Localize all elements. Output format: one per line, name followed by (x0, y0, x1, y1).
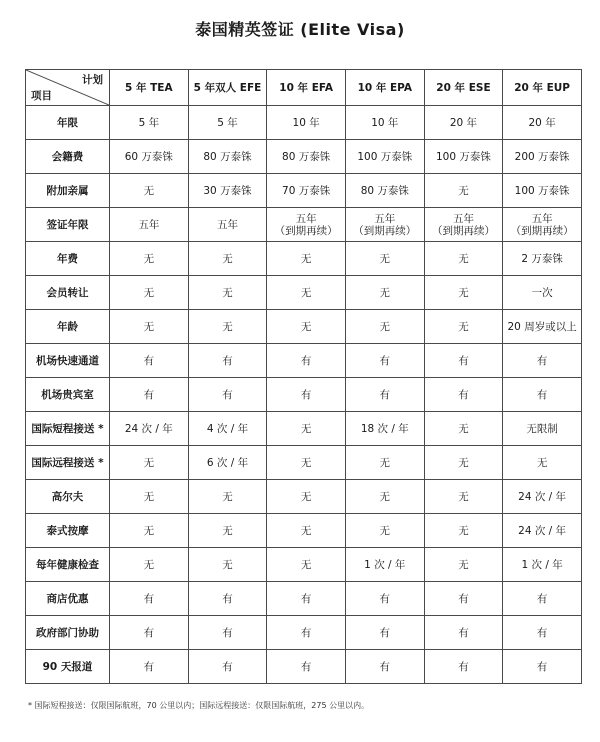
cell-text: 五年 (374, 212, 396, 225)
cell-text: 20 年 (528, 116, 556, 129)
cell-text: 无 (458, 456, 469, 469)
table-cell (424, 650, 503, 684)
table-cell (503, 650, 582, 684)
cell-text: 有 (458, 660, 469, 673)
cell-text: 无 (300, 524, 312, 537)
table-cell (345, 378, 424, 412)
cell-text: 五年 (452, 212, 474, 225)
row-label: 高尔夫 (26, 480, 110, 514)
table-cell (110, 582, 189, 616)
table-row (26, 208, 582, 242)
table-cell (110, 106, 189, 140)
table-cell (503, 344, 582, 378)
row-label: 90 天报道 (26, 650, 110, 684)
cell-text: 有 (379, 660, 391, 673)
cell-text: 有 (458, 592, 469, 605)
cell-text: 无 (143, 490, 155, 503)
table-row (26, 174, 582, 208)
cell-text: 24 次 / 年 (518, 490, 567, 503)
table-cell (267, 242, 346, 276)
table-cell (345, 106, 424, 140)
cell-text: 一次 (531, 286, 553, 299)
cell-text: 有 (222, 388, 233, 401)
table-row (26, 140, 582, 174)
cell-text: 五年 (138, 218, 160, 231)
table-row (26, 344, 582, 378)
cell-text: 10 年 (292, 116, 320, 129)
table-cell (503, 106, 582, 140)
cell-text: 无 (143, 286, 155, 299)
table-cell (503, 378, 582, 412)
table-cell (267, 208, 346, 242)
table-row (26, 650, 582, 684)
row-label: 年龄 (26, 310, 110, 344)
footnote: * 国际短程接送：仅限国际航班，70 公里以内；国际远程接送：仅限国际航班，275 公里以内。 (28, 701, 370, 710)
table-cell (345, 548, 424, 582)
table-cell (424, 106, 503, 140)
cell-text: 5 年 (217, 116, 238, 129)
table-row (26, 106, 582, 140)
table-cell (267, 480, 346, 514)
table-cell (345, 616, 424, 650)
table-cell (345, 514, 424, 548)
cell-text: 无 (458, 558, 469, 571)
cell-text: 有 (222, 354, 233, 367)
table-cell (267, 616, 346, 650)
table-cell (424, 140, 503, 174)
table-row (26, 548, 582, 582)
cell-text: 无 (300, 286, 312, 299)
row-label: 签证年限 (26, 208, 110, 242)
table-cell (110, 446, 189, 480)
row-label: 会员转让 (26, 276, 110, 310)
cell-text: 80 万泰铢 (360, 184, 409, 197)
cell-text: 无 (458, 184, 469, 197)
table-cell (188, 310, 267, 344)
table-cell (110, 548, 189, 582)
table-cell (110, 616, 189, 650)
table-row (26, 412, 582, 446)
cell-text: 五年 (295, 212, 317, 225)
cell-text: 无 (458, 286, 469, 299)
table-cell (345, 174, 424, 208)
plan-header-1: 5 年双人 EFE (188, 70, 267, 106)
table-row (26, 446, 582, 480)
table-cell (267, 310, 346, 344)
table-row (26, 242, 582, 276)
row-label: 泰式按摩 (26, 514, 110, 548)
cell-text: 100 万泰铢 (514, 184, 570, 197)
table-cell (267, 140, 346, 174)
table-cell (503, 140, 582, 174)
table-cell (424, 582, 503, 616)
cell-text: 30 万泰铢 (203, 184, 252, 197)
table-cell (267, 650, 346, 684)
table-cell (267, 514, 346, 548)
cell-text: 70 万泰铢 (282, 184, 331, 197)
row-label: 年费 (26, 242, 110, 276)
cell-text: 60 万泰铢 (124, 150, 173, 163)
table-cell (267, 378, 346, 412)
cell-text: 有 (379, 626, 391, 639)
cell-text: 有 (300, 388, 312, 401)
cell-text: 无 (143, 456, 155, 469)
table-cell (503, 412, 582, 446)
table-cell (503, 514, 582, 548)
cell-text: 无 (379, 286, 391, 299)
cell-text: 有 (300, 354, 312, 367)
table-cell (110, 140, 189, 174)
table-cell (188, 650, 267, 684)
table-cell (188, 344, 267, 378)
table-cell (503, 208, 582, 242)
cell-text: 100 万泰铢 (357, 150, 413, 163)
table-cell (503, 242, 582, 276)
table-cell (188, 140, 267, 174)
corner-item-label: 项目 (31, 90, 52, 102)
table-cell (188, 242, 267, 276)
table-row (26, 582, 582, 616)
cell-text: 无 (143, 184, 155, 197)
row-label: 机场快速通道 (26, 344, 110, 378)
table-cell (503, 582, 582, 616)
cell-text: 无 (222, 252, 233, 265)
table-cell (188, 480, 267, 514)
table-cell (110, 242, 189, 276)
cell-text: 4 次 / 年 (206, 422, 249, 435)
cell-text: 无 (143, 252, 155, 265)
cell-text: 无限制 (526, 422, 558, 435)
table-cell (424, 276, 503, 310)
table-cell (424, 548, 503, 582)
table-cell (188, 616, 267, 650)
table-cell (110, 310, 189, 344)
cell-text: 有 (143, 660, 155, 673)
table-cell (345, 310, 424, 344)
plan-header-2: 10 年 EFA (267, 70, 346, 106)
table-cell (424, 344, 503, 378)
cell-text: 有 (300, 626, 312, 639)
table-row (26, 276, 582, 310)
plan-header-3: 10 年 EPA (345, 70, 424, 106)
cell-text: 无 (222, 320, 233, 333)
table-cell (267, 174, 346, 208)
table-row (26, 514, 582, 548)
cell-text: 有 (222, 626, 233, 639)
cell-text: 5 年 (138, 116, 160, 129)
table-cell (267, 106, 346, 140)
cell-text: 有 (300, 660, 312, 673)
table-cell (424, 412, 503, 446)
cell-text: 有 (143, 354, 155, 367)
cell-text: 24 次 / 年 (518, 524, 567, 537)
cell-text: （到期再续） (431, 224, 495, 237)
table-cell (110, 174, 189, 208)
corner-plan-label: 计划 (82, 74, 103, 86)
cell-text: 有 (536, 388, 548, 401)
table-cell (267, 412, 346, 446)
cell-text: 1 次 / 年 (364, 558, 406, 571)
cell-text: 100 万泰铢 (436, 150, 491, 163)
cell-text: 有 (222, 660, 233, 673)
cell-text: 无 (458, 490, 469, 503)
table-cell (110, 514, 189, 548)
cell-text: 24 次 / 年 (124, 422, 173, 435)
cell-text: 1 次 / 年 (521, 558, 563, 571)
row-label: 政府部门协助 (26, 616, 110, 650)
table-header-row (26, 70, 582, 106)
table-cell (503, 276, 582, 310)
cell-text: 无 (300, 558, 312, 571)
cell-text: 有 (458, 388, 469, 401)
cell-text: 无 (379, 490, 391, 503)
cell-text: 无 (379, 320, 391, 333)
table-cell (424, 514, 503, 548)
cell-text: 无 (458, 320, 469, 333)
visa-comparison-table (25, 69, 582, 684)
cell-text: 无 (379, 524, 391, 537)
table-cell (424, 310, 503, 344)
cell-text: （到期再续） (274, 224, 338, 237)
cell-text: 无 (379, 456, 391, 469)
cell-text: 无 (300, 490, 312, 503)
table-row (26, 616, 582, 650)
table-cell (503, 548, 582, 582)
table-cell (188, 276, 267, 310)
table-cell (424, 446, 503, 480)
cell-text: 有 (379, 592, 391, 605)
cell-text: 无 (300, 422, 312, 435)
table-cell (188, 582, 267, 616)
table-cell (424, 174, 503, 208)
cell-text: （到期再续） (510, 224, 574, 237)
row-label: 商店优惠 (26, 582, 110, 616)
table-cell (110, 650, 189, 684)
cell-text: 有 (458, 354, 469, 367)
table-cell (424, 616, 503, 650)
cell-text: 无 (300, 320, 312, 333)
cell-text: 200 万泰铢 (514, 150, 570, 163)
table-cell (345, 242, 424, 276)
table-cell (424, 378, 503, 412)
table-cell (345, 276, 424, 310)
cell-text: 有 (222, 592, 233, 605)
plan-header-4: 20 年 ESE (424, 70, 503, 106)
table-cell (188, 446, 267, 480)
row-label: 附加亲属 (26, 174, 110, 208)
table-cell (345, 650, 424, 684)
cell-text: 80 万泰铢 (282, 150, 331, 163)
table-row (26, 480, 582, 514)
cell-text: 有 (143, 592, 155, 605)
table-cell (345, 208, 424, 242)
row-label: 机场贵宾室 (26, 378, 110, 412)
cell-text: 有 (536, 592, 548, 605)
cell-text: 五年 (531, 212, 553, 225)
table-cell (110, 412, 189, 446)
table-cell (188, 208, 267, 242)
table-cell (424, 208, 503, 242)
cell-text: 无 (222, 490, 233, 503)
table-cell (110, 276, 189, 310)
table-cell (267, 276, 346, 310)
cell-text: 无 (143, 558, 155, 571)
cell-text: 80 万泰铢 (203, 150, 252, 163)
cell-text: 有 (143, 626, 155, 639)
table-cell (110, 208, 189, 242)
plan-header-0: 5 年 TEA (110, 70, 189, 106)
table-cell (345, 446, 424, 480)
cell-text: 20 年 (449, 116, 478, 129)
page-title: 泰国精英签证 (Elite Visa) (195, 20, 405, 39)
row-label: 每年健康检查 (26, 548, 110, 582)
table-cell (345, 582, 424, 616)
cell-text: 无 (458, 252, 469, 265)
cell-text: 有 (300, 592, 312, 605)
row-label: 会籍费 (26, 140, 110, 174)
table-cell (188, 548, 267, 582)
cell-text: 有 (536, 660, 548, 673)
cell-text: 无 (458, 524, 469, 537)
cell-text: 无 (222, 558, 233, 571)
table-cell (188, 174, 267, 208)
table-cell (345, 480, 424, 514)
cell-text: 2 万泰铢 (521, 252, 563, 265)
table-cell (424, 242, 503, 276)
table-cell (110, 480, 189, 514)
table-row (26, 378, 582, 412)
cell-text: 无 (300, 456, 312, 469)
table-cell (424, 480, 503, 514)
plan-header-5: 20 年 EUP (503, 70, 582, 106)
row-label: 国际远程接送 * (26, 446, 110, 480)
corner-header-cell (26, 70, 110, 106)
table-cell (267, 344, 346, 378)
table-cell (503, 174, 582, 208)
table-body (26, 106, 582, 684)
cell-text: 20 周岁或以上 (507, 320, 577, 333)
cell-text: 18 次 / 年 (360, 422, 409, 435)
row-label: 年限 (26, 106, 110, 140)
table-cell (503, 310, 582, 344)
table-cell (345, 344, 424, 378)
cell-text: 无 (222, 524, 233, 537)
table-cell (188, 514, 267, 548)
table-cell (503, 446, 582, 480)
table-cell (188, 106, 267, 140)
cell-text: 有 (536, 354, 548, 367)
cell-text: 无 (458, 422, 469, 435)
table-cell (188, 378, 267, 412)
table-row (26, 310, 582, 344)
cell-text: 无 (536, 456, 548, 469)
table-cell (267, 446, 346, 480)
table-cell (110, 344, 189, 378)
cell-text: 有 (458, 626, 469, 639)
table-cell (345, 140, 424, 174)
table-cell (188, 412, 267, 446)
cell-text: 有 (379, 354, 391, 367)
cell-text: 有 (536, 626, 548, 639)
cell-text: 无 (379, 252, 391, 265)
row-label: 国际短程接送 * (26, 412, 110, 446)
cell-text: 10 年 (371, 116, 399, 129)
cell-text: 无 (222, 286, 233, 299)
cell-text: 无 (143, 320, 155, 333)
table-cell (503, 616, 582, 650)
table-cell (267, 548, 346, 582)
cell-text: 五年 (216, 218, 238, 231)
cell-text: 有 (143, 388, 155, 401)
table-cell (345, 412, 424, 446)
table-cell (110, 378, 189, 412)
cell-text: 无 (300, 252, 312, 265)
cell-text: 有 (379, 388, 391, 401)
cell-text: 无 (143, 524, 155, 537)
table-cell (267, 582, 346, 616)
cell-text: 6 次 / 年 (206, 456, 249, 469)
cell-text: （到期再续） (353, 224, 417, 237)
table-cell (503, 480, 582, 514)
